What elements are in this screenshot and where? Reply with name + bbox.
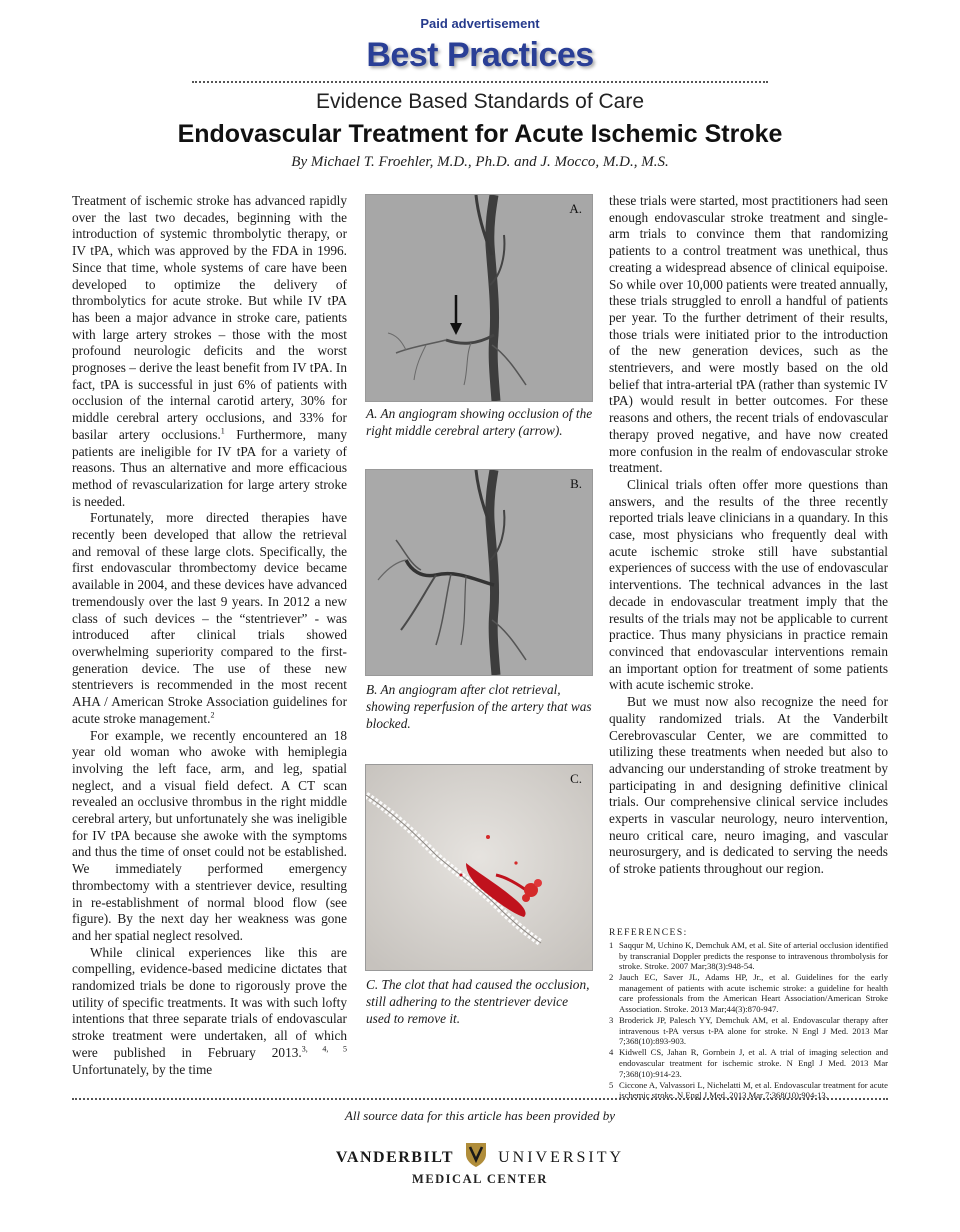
reference-item bbox=[609, 972, 888, 1014]
reference-number: 3 bbox=[609, 1015, 614, 1026]
paragraph bbox=[72, 945, 347, 1079]
paragraph-text: While clinical experiences like this are compelling, evidence-based medicine dictates that randomized trials be done to rigorously prove the utility of specific treatments. It was with such lofty intentions that three separate trials of endovascular stroke treatment were undertaken, all of which were published in February 2013. bbox=[72, 944, 347, 1060]
page-subtitle: Evidence Based Standards of Care bbox=[315, 90, 645, 113]
figure-a-angiogram bbox=[365, 194, 593, 402]
footnote-ref: 2 bbox=[210, 710, 215, 720]
paragraph: Clinical trials often offer more questions than answers, and the results of the three recently reported trials leave clinicians in a quandary. In this case, most physicians who frequently deal with acute ischemic stroke still have substantial experiences of success with the use of endovascular interventions. The technical advances in the last decade in endovascular treatment imply that the results of the trials may not be applicable to current practice. Thus many physicians in practice remain convinced that endovascular interventions remain an important option for treatment of some patients with acute ischemic stroke. bbox=[609, 476, 888, 693]
footnote-ref: 3, 4, 5 bbox=[301, 1044, 347, 1054]
paragraph-text: Treatment of ischemic stroke has advanced rapidly over the last two decades, beginning with the introduction of systemic thrombolytic therapy, or IV tPA, which was approved by the FDA in 1996. Since that time, whole systems of care have been developed to optimize the delivery of thrombolytics for acute stroke. But while IV tPA has been a major advance in stroke care, patients with large artery strokes – those with the most profound neurologic deficits and the worst prognoses – derive the least benefit from IV tPA. In fact, tPA is successful in just 6% of patients with occlusion of the internal carotid artery, 30% for middle cerebral artery occlusions, and 33% for basilar artery occlusions. bbox=[72, 193, 347, 442]
footnote-ref: 1 bbox=[220, 426, 225, 436]
reference-number: 1 bbox=[609, 940, 614, 950]
logo-text-left: VANDERBILT bbox=[335, 1149, 455, 1166]
clot-photo-image bbox=[366, 765, 592, 970]
figure-label: C. bbox=[570, 771, 582, 786]
right-column bbox=[609, 193, 888, 878]
figure-c-caption: C. The clot that had caused the occlusion, still adhering to the stentriever device used to remove it. bbox=[366, 977, 590, 1026]
header-divider bbox=[192, 81, 768, 83]
paragraph: For example, we recently encountered an 18 year old woman who awoke with hemiplegia involving the left face, arm, and leg, spatial neglect, and a visual field defect. A CT scan revealed an occlusive thrombus in the right middle cerebral artery, but unfortunately she was ineligible for IV tPA because she awoke with the symptoms and thus the time of onset could not be established. We immediately performed emergency thrombectomy with a stentriever device, resulting in re-establishment of normal blood flow (see figure). By the next day her weakness was gone and her spatial neglect resolved. bbox=[72, 727, 347, 943]
vanderbilt-logo bbox=[0, 1142, 960, 1168]
logo-text-right: UNIVERSITY bbox=[498, 1149, 625, 1166]
figure-b-caption: B. An angiogram after clot retrieval, showing reperfusion of the artery that was blocked. bbox=[366, 682, 592, 731]
reference-text: Ciccone A, Valvassori L, Nichelatti M, et al. Endovascular treatment for acute ischemic stroke. N Engl J Med. 2013 Mar 7;368(10):904-13. bbox=[619, 1079, 888, 1101]
byline: By Michael T. Froehler, M.D., Ph.D. and J. Mocco, M.D., M.S. bbox=[291, 154, 669, 170]
vanderbilt-shield-icon bbox=[465, 1142, 487, 1168]
paragraph bbox=[72, 510, 347, 727]
article-title: Endovascular Treatment for Acute Ischemic Stroke bbox=[177, 120, 783, 148]
figure-b-angiogram bbox=[365, 469, 593, 676]
reference-text: Kidwell CS, Jahan R, Gornbein J, et al. A trial of imaging selection and endovascular treatment for ischemic stroke. N Engl J Med. 2013 Mar 7;368(10):914-23. bbox=[619, 1047, 888, 1079]
figure-a-caption: A. An angiogram showing occlusion of the right middle cerebral artery (arrow). bbox=[366, 406, 593, 438]
figure-label: A. bbox=[569, 201, 582, 216]
reference-number: 4 bbox=[609, 1047, 614, 1058]
reference-item bbox=[609, 1047, 888, 1079]
paragraph-text: Unfortunately, by the time bbox=[72, 1061, 213, 1077]
angiogram-image bbox=[366, 470, 592, 675]
paragraph-text: Fortunately, more directed therapies have recently been developed that allow the retrieval and removal of these large clots. Specifically, the first endovascular thrombectomy device became available in 2004, and these devices have advanced tremendously over the last 9 years. In 2012 a new class of such devices – the “stentriever” - was introduced after clinical trials showed overwhelming superiority compared to the first-generation device. The use of these new stentrievers is recommended in the most recent AHA / American Stroke Association guidelines for acute stroke management. bbox=[72, 510, 347, 726]
figure-c-clot-photo bbox=[365, 764, 593, 971]
reference-item bbox=[609, 1015, 888, 1047]
paid-advertisement-label: Paid advertisement bbox=[420, 16, 540, 31]
paragraph: But we must now also recognize the need for quality randomized trials. At the Vanderbilt Cerebrovascular Center, we are committed to utilizing these treatments when needed but also to advancing our understanding of stroke treatment by participating in and designing definitive clinical trials. Our comprehensive clinical service includes experts in vascular neurology, neuro intervention, neuro critical care, neuro imaging, and vascular neurosurgery, and is dedicated to serving the needs of stroke patients throughout our region. bbox=[609, 694, 888, 877]
angiogram-image bbox=[366, 195, 592, 401]
reference-text: Saqqur M, Uchino K, Demchuk AM, et al. Site of arterial occlusion identified by transcranial Doppler predicts the response to intravenous thrombolysis for stroke. Stroke. 2007 Mar;38(3):948-54. bbox=[619, 940, 888, 972]
references-section bbox=[609, 928, 888, 1101]
reference-text: Jauch EC, Saver JL, Adams HP, Jr., et al. Guidelines for the early management of patients with acute ischemic stroke: a guideline for health care professionals from the American Heart Association/American Stroke Association. Stroke. 2013 Mar;44(3):870-947. bbox=[619, 972, 888, 1015]
references-heading: REFERENCES: bbox=[609, 928, 688, 938]
brand-title: Best Practices bbox=[366, 36, 594, 74]
left-column bbox=[72, 193, 347, 1078]
source-note: All source data for this article has been provided by bbox=[344, 1108, 616, 1123]
footer-divider bbox=[72, 1098, 888, 1100]
paragraph-text: Furthermore, many patients are ineligible for IV tPA for a variety of reasons. Thus an alternative and more efficacious method of revascularization for large artery stroke is needed. bbox=[72, 426, 347, 509]
reference-number: 5 bbox=[609, 1079, 614, 1090]
references-list bbox=[609, 940, 888, 1101]
paragraph bbox=[72, 193, 347, 510]
paragraph: these trials were started, most practitioners had seen enough endovascular stroke treatment and single-arm trials to convince them that randomizing patients to a control treatment was unethical, thus creating a widespread absence of clinical equipoise. So while over 10,000 patients were treated annually, these trials struggled to enroll a handful of patients per year. To the further detriment of their results, those trials were initiated prior to the introduction of the new generation devices, such as the stentrievers, and were mostly based on the old belief that intra-arterial tPA (rather than systemic IV tPA) would result in better outcomes. For these reasons and others, the recent trials of endovascular therapy proved negative, and have now created more confusion in the realm of endovascular stroke treatment. bbox=[609, 193, 888, 476]
reference-number: 2 bbox=[609, 972, 614, 983]
figure-label: B. bbox=[570, 476, 582, 491]
reference-text: Broderick JP, Palesch YY, Demchuk AM, et al. Endovascular therapy after intravenous t-PA versus t-PA alone for stroke. N Engl J Med. 2013 Mar 7;368(10):893-903. bbox=[619, 1015, 888, 1047]
reference-item bbox=[609, 940, 888, 972]
logo-subtitle: MEDICAL CENTER bbox=[412, 1172, 548, 1186]
